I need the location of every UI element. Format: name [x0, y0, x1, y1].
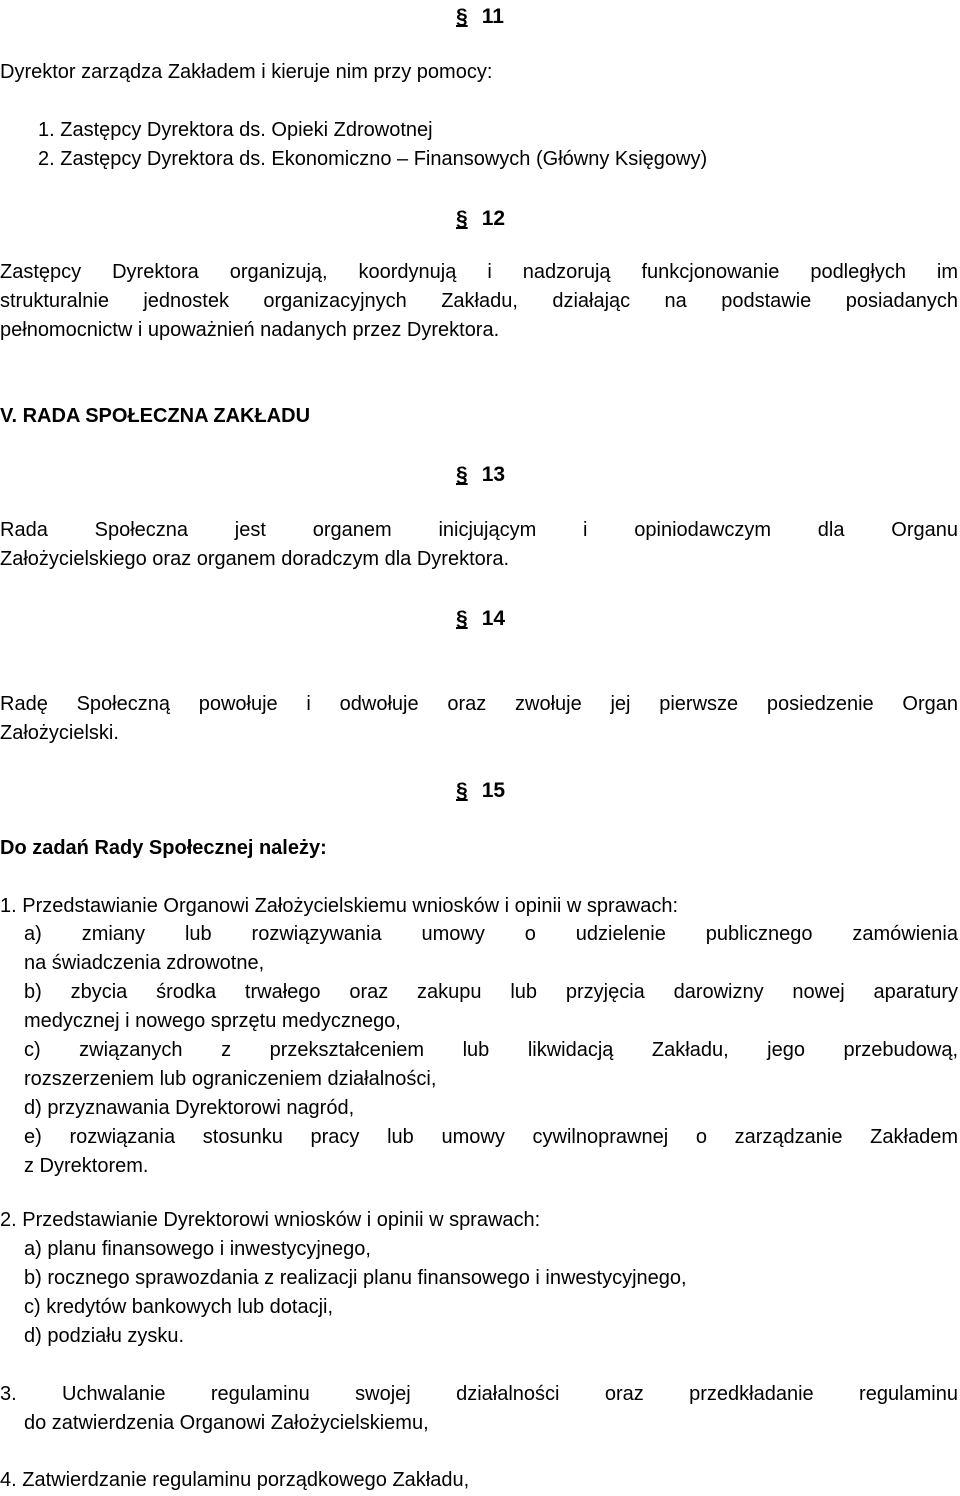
section-symbol: § [456, 5, 468, 28]
section-12-heading [456, 204, 505, 233]
list-item: a) planu finansowego i inwestycyjnego, [24, 1238, 371, 1260]
list-item: c) kredytów bankowych lub dotacji, [24, 1296, 334, 1318]
intro-text: Dyrektor zarządza Zakładem i kieruje nim przy pomocy: [0, 61, 493, 83]
paragraph-line: Radę Społeczną powołuje i odwołuje oraz zwołuje jej pierwsze posiedzenie Organ [0, 693, 958, 715]
task-title-continuation: do zatwierdzenia Organowi Założycielskiemu, [24, 1412, 429, 1434]
section-symbol: § [456, 463, 468, 486]
section-15-heading [456, 776, 505, 805]
task-4 [0, 1466, 958, 1495]
paragraph-line: Zastępcy Dyrektora organizują, koordynują i nadzorują funkcjonowanie podległych im [0, 261, 958, 283]
section-13-heading [456, 460, 505, 489]
deputy-list [38, 116, 958, 174]
section-symbol: § [456, 607, 468, 630]
section-number: 11 [481, 5, 504, 28]
task-2-items [24, 1235, 958, 1351]
section-number: 15 [481, 779, 506, 802]
chapter-heading: V. RADA SPOŁECZNA ZAKŁADU [0, 405, 311, 427]
task-title: 3. Uchwalanie regulaminu swojej działalności oraz przedkładanie regulaminu [0, 1383, 958, 1405]
tasks-heading: Do zadań Rady Społecznej należy: [0, 837, 327, 859]
task-1-items [24, 920, 958, 1181]
section-symbol: § [456, 779, 468, 802]
task-3 [0, 1380, 958, 1409]
paragraph-line: Założycielski. [0, 722, 119, 744]
list-item-continuation: z Dyrektorem. [24, 1155, 149, 1177]
section-11-heading [456, 2, 504, 31]
paragraph-line: strukturalnie jednostek organizacyjnych Zakładu, działając na podstawie posiadanych [0, 290, 958, 312]
section-number: 12 [481, 207, 506, 230]
list-item: 1. Zastępcy Dyrektora ds. Opieki Zdrowotnej [38, 119, 433, 141]
task-1 [0, 892, 958, 921]
list-item-continuation: medycznej i nowego sprzętu medycznego, [24, 1010, 401, 1032]
list-item-continuation: rozszerzeniem lub ograniczeniem działalności, [24, 1068, 437, 1090]
task-3-continuation [24, 1409, 958, 1438]
section-number: 13 [481, 463, 506, 486]
task-title: 4. Zatwierdzanie regulaminu porządkowego Zakładu, [0, 1469, 470, 1491]
list-item: 2. Zastępcy Dyrektora ds. Ekonomiczno – Finansowych (Główny Księgowy) [38, 148, 708, 170]
task-2 [0, 1206, 958, 1235]
paragraph-12 [0, 258, 958, 345]
paragraph-line: pełnomocnictw i upoważnień nadanych przez Dyrektora. [0, 319, 500, 341]
task-title: 2. Przedstawianie Dyrektorowi wniosków i opinii w sprawach: [0, 1209, 541, 1231]
list-item: d) podziału zysku. [24, 1325, 185, 1347]
task-title: 1. Przedstawianie Organowi Założycielskiemu wniosków i opinii w sprawach: [0, 895, 679, 917]
section-number: 14 [481, 607, 506, 630]
section-symbol: § [456, 207, 468, 230]
list-item: b) zbycia środka trwałego oraz zakupu lub przyjęcia darowizny nowej aparatury [24, 981, 958, 1003]
paragraph-13 [0, 516, 958, 574]
paragraph-line: Rada Społeczna jest organem inicjującym i opiniodawczym dla Organu [0, 519, 958, 541]
list-item: d) przyznawania Dyrektorowi nagród, [24, 1097, 355, 1119]
paragraph-line: Założycielskiego oraz organem doradczym dla Dyrektora. [0, 548, 510, 570]
intro-paragraph [0, 58, 958, 87]
list-item-continuation: na świadczenia zdrowotne, [24, 952, 265, 974]
paragraph-14 [0, 690, 958, 748]
list-item: a) zmiany lub rozwiązywania umowy o udzielenie publicznego zamówienia [24, 923, 958, 945]
list-item: c) związanych z przekształceniem lub likwidacją Zakładu, jego przebudową, [24, 1039, 958, 1061]
list-item: b) rocznego sprawozdania z realizacji planu finansowego i inwestycyjnego, [24, 1267, 687, 1289]
section-14-heading [456, 604, 505, 633]
list-item: e) rozwiązania stosunku pracy lub umowy cywilnoprawnej o zarządzanie Zakładem [24, 1126, 958, 1148]
